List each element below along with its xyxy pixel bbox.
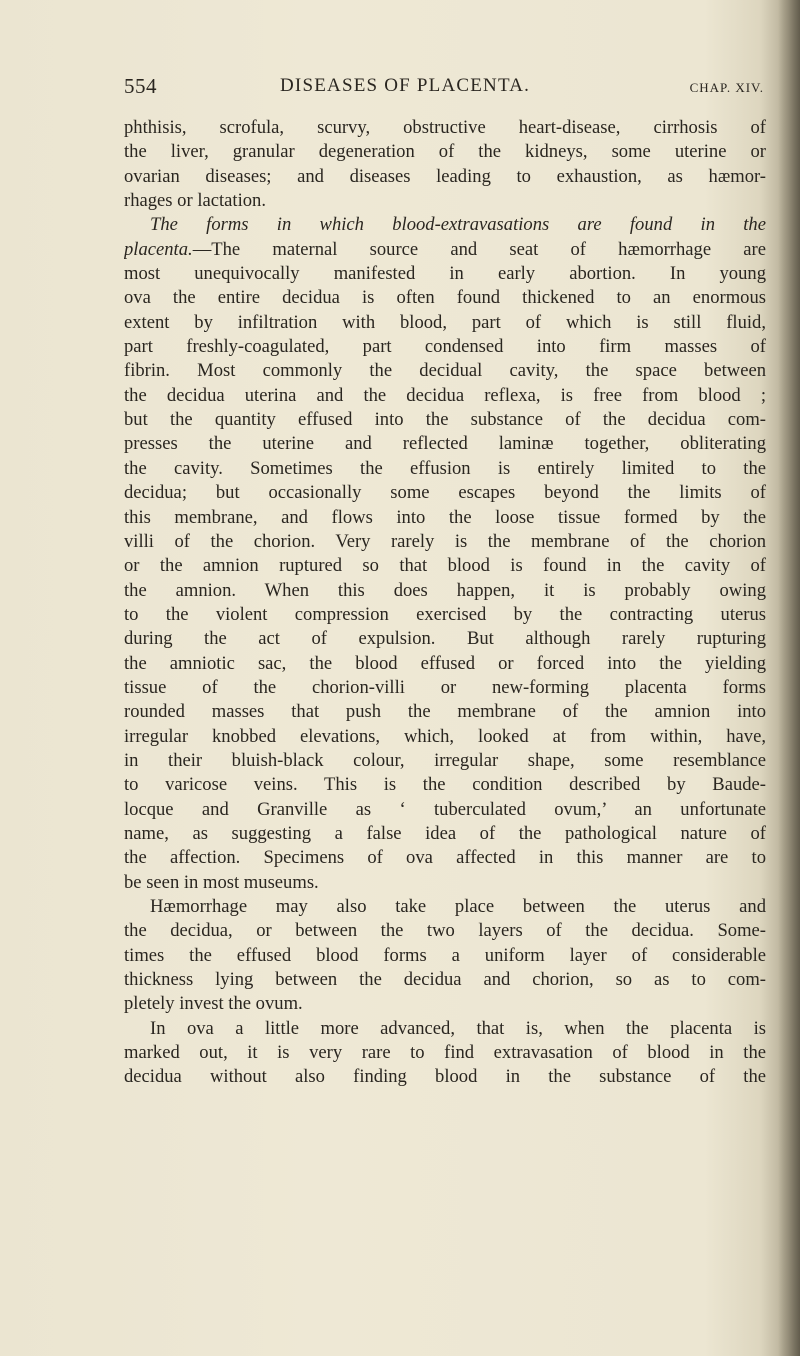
section-heading-line xyxy=(124,213,766,237)
text-line: fibrin. Most commonly the decidual cavity, the space between xyxy=(124,360,766,382)
text-line: or the amnion ruptured so that blood is found in the cavity of xyxy=(124,555,766,577)
text-line: marked out, it is very rare to find extravasation of blood in the xyxy=(124,1042,766,1064)
text-line: presses the uterine and reflected laminæ together, obliterating xyxy=(124,433,766,455)
text-line: rounded masses that push the membrane of the amnion into xyxy=(124,701,766,723)
chapter-label: CHAP. XIV. xyxy=(689,80,764,95)
text-line: during the act of expulsion. But although rarely rupturing xyxy=(124,628,766,650)
text-line: the affection. Specimens of ova affected in this manner are to xyxy=(124,847,766,869)
text-line: part freshly-coagulated, part condensed into firm masses of xyxy=(124,336,766,358)
text-line: the amniotic sac, the blood effused or forced into the yielding xyxy=(124,652,766,674)
text-line: ovarian diseases; and diseases leading to exhaustion, as hæmor- xyxy=(124,165,766,187)
text-line: this membrane, and flows into the loose tissue formed by the xyxy=(124,506,766,528)
text-line: the cavity. Sometimes the effusion is entirely limited to the xyxy=(124,457,766,479)
section-heading: The forms in which blood-extravasations are found in the xyxy=(150,214,766,236)
text-line: decidua; but occasionally some escapes beyond the limits of xyxy=(124,482,766,504)
text-line: name, as suggesting a false idea of the pathological nature of xyxy=(124,822,766,844)
body-text xyxy=(124,116,766,1090)
text-line: in their bluish-black colour, irregular shape, some resemblance xyxy=(124,749,766,771)
running-title: DISEASES OF PLACENTA. xyxy=(280,75,531,96)
text-line: locque and Granville as ‘ tuberculated ovum,’ an unfortunate xyxy=(124,798,766,820)
text-line: villi of the chorion. Very rarely is the membrane of the chorion xyxy=(124,530,766,552)
text-line: be seen in most museums. xyxy=(124,871,319,893)
text-line: the amnion. When this does happen, it is probably owing xyxy=(124,579,766,601)
text-line: the decidua uterina and the decidua reflexa, is free from blood ; xyxy=(124,384,766,406)
text-line xyxy=(124,238,766,262)
page-number: 554 xyxy=(124,74,157,98)
text-line: most unequivocally manifested in early abortion. In young xyxy=(124,263,766,285)
text-line: phthisis, scrofula, scurvy, obstructive heart-disease, cirrhosis of xyxy=(124,117,766,138)
text-line: pletely invest the ovum. xyxy=(124,993,303,1015)
running-head xyxy=(124,74,764,106)
text-line: the liver, granular degeneration of the kidneys, some uterine or xyxy=(124,141,766,163)
text-line: the decidua, or between the two layers of the decidua. Some- xyxy=(124,920,766,942)
text-line: tissue of the chorion-villi or new-forming placenta forms xyxy=(124,676,766,698)
text-line: thickness lying between the decidua and chorion, so as to com- xyxy=(124,969,766,991)
text-line: extent by infiltration with blood, part of which is still fluid, xyxy=(124,311,766,333)
text-line: times the effused blood forms a uniform layer of considerable xyxy=(124,944,766,966)
text-span: —The maternal source and seat of hæmorrhage are xyxy=(192,238,766,260)
section-heading-end: placenta. xyxy=(124,238,193,260)
text-line: but the quantity effused into the substance of the decidua com- xyxy=(124,409,766,431)
text-line: to the violent compression exercised by the contracting uterus xyxy=(124,603,766,625)
text-line: In ova a little more advanced, that is, when the placenta is xyxy=(150,1017,766,1039)
text-line: decidua without also finding blood in the substance of the xyxy=(124,1066,766,1088)
page-edge-shadow xyxy=(778,0,800,1356)
text-line: to varicose veins. This is the condition described by Baude- xyxy=(124,774,766,796)
text-line: rhages or lactation. xyxy=(124,190,266,212)
text-line: irregular knobbed elevations, which, looked at from within, have, xyxy=(124,725,766,747)
text-line: ova the entire decidua is often found thickened to an enormous xyxy=(124,287,766,309)
text-line: Hæmorrhage may also take place between the uterus and xyxy=(150,896,766,917)
